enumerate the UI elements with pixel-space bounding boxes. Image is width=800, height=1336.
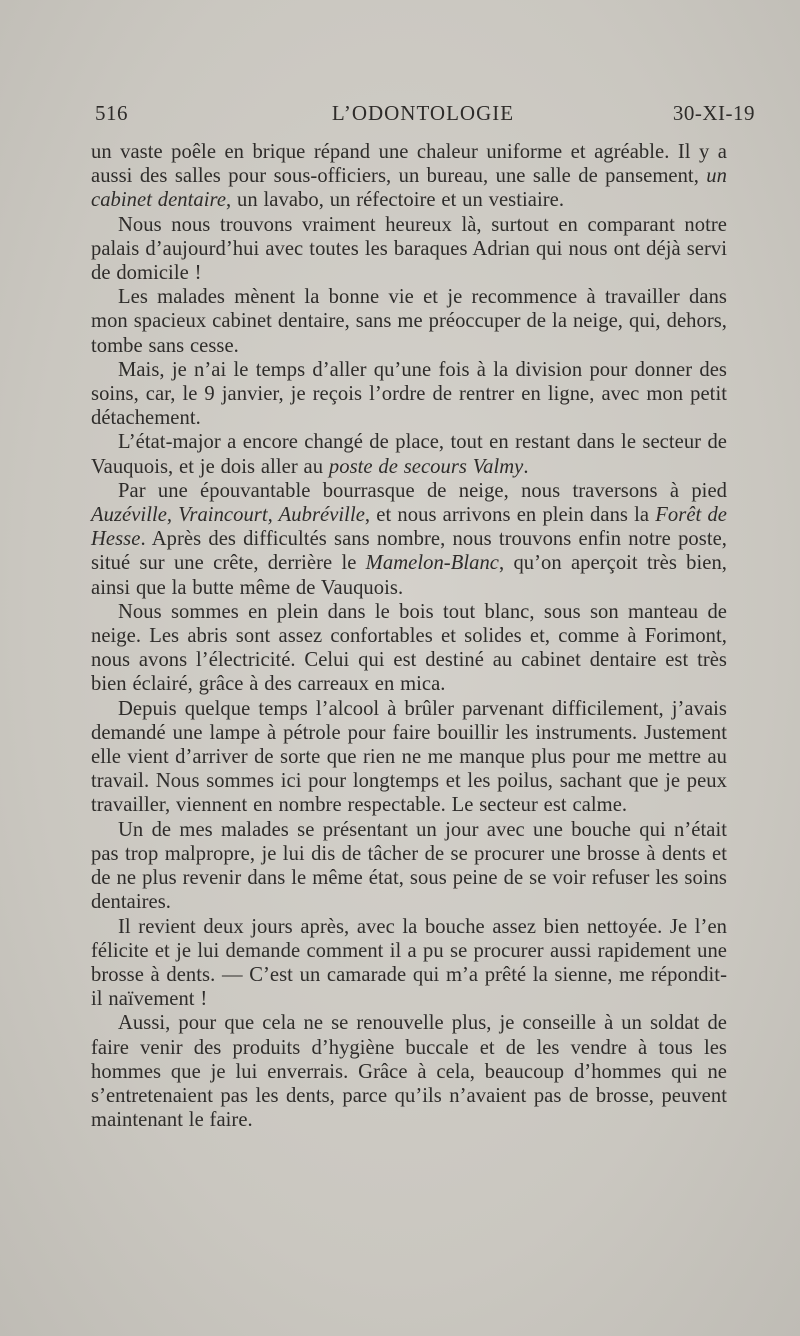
paragraph: L’état-major a encore changé de place, tout en restant dans le secteur de Vauquois, et je dois aller au poste de secours Valmy. — [91, 431, 727, 478]
paragraph: Par une épouvantable bourrasque de neige, nous traversons à pied Auzéville, Vraincourt, Aubréville, et nous arrivons en plein dans la Forêt de Hesse. Après des difficultés sans nombre, nous trouvons enfin notre poste, situé sur une crête, derrière le Mamelon-Blanc, qu’on aperçoit très bien, ainsi que la butte même de Vauquois. — [91, 479, 727, 599]
running-header — [91, 101, 755, 131]
issue-date: 30-XI-19 — [672, 101, 755, 125]
paragraph: Nous nous trouvons vraiment heureux là, surtout en comparant notre palais d’aujourd’hui avec toutes les baraques Adrian qui nous ont déjà servi de domicile ! — [91, 213, 727, 285]
paragraph: Aussi, pour que cela ne se renouvelle plus, je conseille à un soldat de faire venir des produits d’hygiène buccale et de les vendre à tous les hommes que je lui enverrais. Grâce à cela, beaucoup d’hommes qui ne s’entretenaient pas les dents, parce qu’ils n’avaient pas de brosse, peuvent maintenant le faire. — [91, 1012, 727, 1132]
page-number: 516 — [95, 101, 128, 125]
italic-phrase: Forêt de Hesse — [91, 504, 727, 551]
journal-title: L’ODONTOLOGIE — [331, 101, 515, 125]
article-body — [91, 140, 727, 1132]
italic-phrase: Mamelon-Blanc — [365, 552, 499, 575]
paragraph: Nous sommes en plein dans le bois tout blanc, sous son manteau de neige. Les abris sont assez confortables et solides et, comme à Forimont, nous avons l’électricité. Celui qui est destiné au cabinet dentaire est très bien éclairé, grâce à des carreaux en mica. — [91, 600, 727, 696]
paragraph: Les malades mènent la bonne vie et je recommence à travailler dans mon spacieux cabinet dentaire, sans me préoccuper de la neige, qui, dehors, tombe sans cesse. — [91, 286, 727, 357]
italic-phrase: poste de secours Valmy — [328, 455, 524, 478]
paragraph: Un de mes malades se présentant un jour avec une bouche qui n’était pas trop malpropre, je lui dis de tâcher de se procurer une brosse à dents et de ne plus revenir dans le même état, sous peine de se voir refuser les soins dentaires. — [91, 818, 727, 914]
italic-phrase: un cabinet dentaire — [91, 165, 727, 212]
paragraph: Depuis quelque temps l’alcool à brûler parvenant difficilement, j’avais demandé une lampe à pétrole pour faire bouillir les instruments. Justement elle vient d’arriver de sorte que rien ne me manque plus pour me mettre au travail. Nous sommes ici pour longtemps et les poilus, sachant que je peux travailler, viennent en nombre respectable. Le secteur est calme. — [91, 697, 727, 817]
paragraph: un vaste poêle en brique répand une chaleur uniforme et agréable. Il y a aussi des salles pour sous-officiers, un bureau, une salle de pansement, un cabinet dentaire, un lavabo, un réfectoire et un vestiaire. — [91, 141, 727, 212]
paragraph: Mais, je n’ai le temps d’aller qu’une fois à la division pour donner des soins, car, le 9 janvier, je reçois l’ordre de rentrer en ligne, avec mon petit détachement. — [91, 358, 727, 430]
italic-phrase: Auzéville, Vraincourt, Aubréville — [91, 504, 365, 527]
paragraph: Il revient deux jours après, avec la bouche assez bien nettoyée. Je l’en félicite et je lui demande comment il a pu se procurer aussi rapidement une brosse à dents. — C’est un camarade qui m’a prêté la sienne, me répondit-il naïvement ! — [91, 915, 727, 1011]
